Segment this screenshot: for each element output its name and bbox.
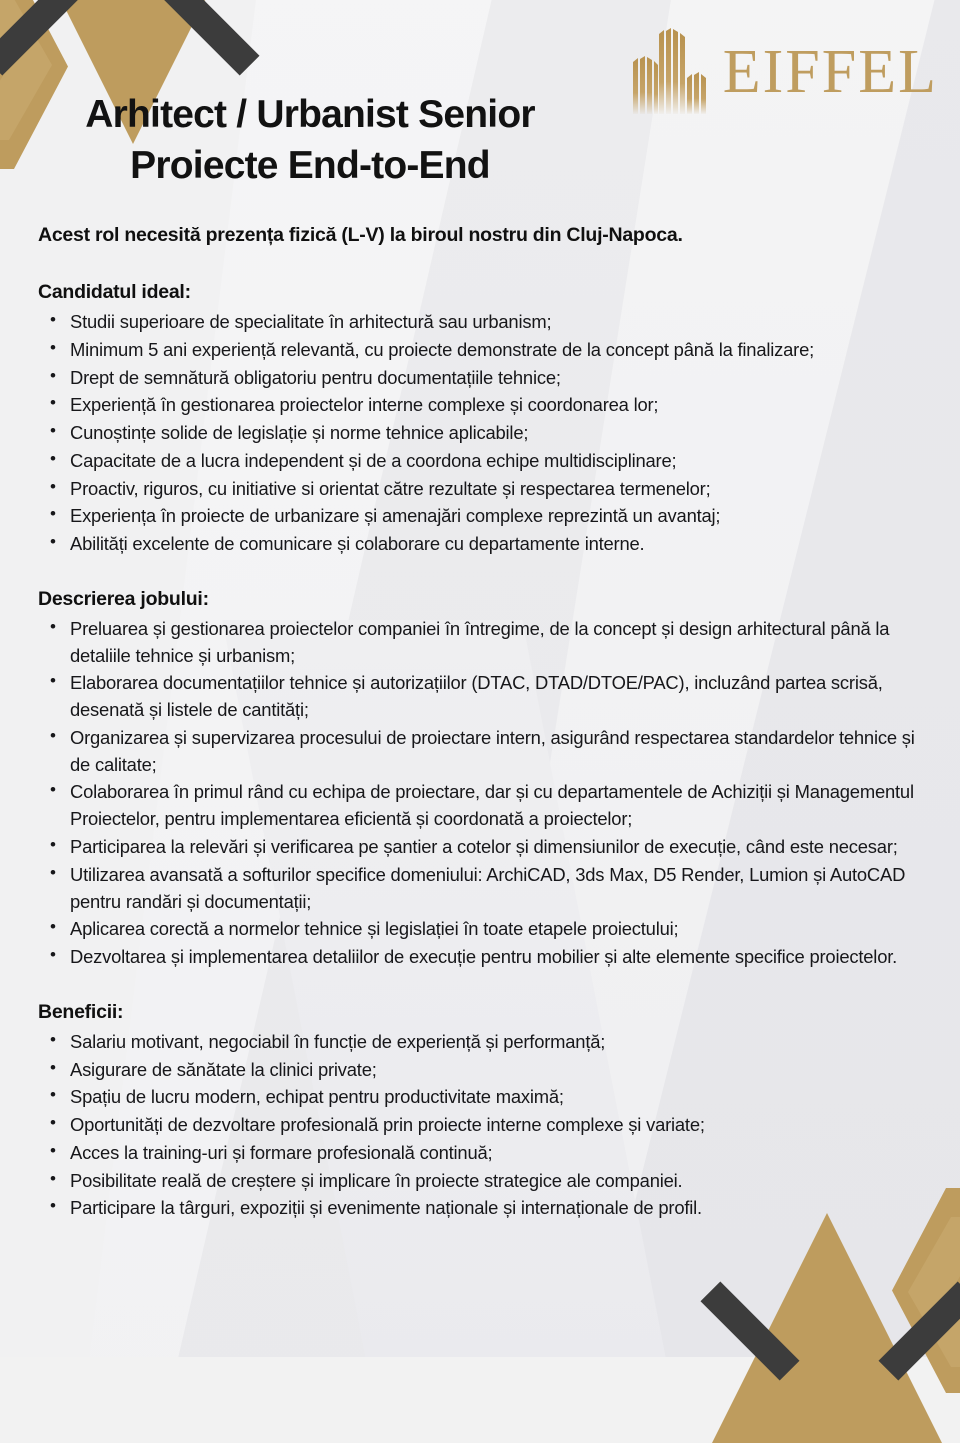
list-item: • Dezvoltarea și implementarea detaliilor de execuție pentru mobilier și alte elemente specifice proiectelor. (38, 944, 928, 971)
list-item: • Aplicarea corectă a normelor tehnice și legislației în toate etapele proiectului; (38, 916, 928, 943)
brand-logo (631, 26, 938, 118)
job-section (38, 281, 928, 558)
section-list (38, 309, 928, 558)
list-item: • Asigurare de sănătate la clinici private; (38, 1057, 928, 1084)
list-item: • Studii superioare de specialitate în arhitectură sau urbanism; (38, 309, 928, 336)
list-item: • Cunoștințe solide de legislație și norme tehnice aplicabile; (38, 420, 928, 447)
list-item: • Participare la târguri, expoziții și evenimente naționale și internaționale de profil. (38, 1195, 928, 1222)
section-list (38, 616, 928, 971)
section-heading: Beneficii: (38, 1000, 124, 1023)
list-item: • Organizarea și supervizarea procesului de proiectare intern, asigurând respectarea standardelor tehnice și de calitate; (38, 725, 928, 779)
brand-name: EIFFEL (722, 38, 938, 106)
list-item: • Spațiu de lucru modern, echipat pentru productivitate maximă; (38, 1084, 928, 1111)
list-item: • Preluarea și gestionarea proiectelor companiei în întregime, de la concept și design arhitectural până la detaliile tehnice și urbanism; (38, 616, 928, 670)
list-item: • Abilități excelente de comunicare și colaborare cu departamente interne. (38, 531, 928, 558)
sections-container (38, 281, 928, 1222)
list-item: • Colaborarea în primul rând cu echipa de proiectare, dar și cu departamentele de Achiziții și Managementul Proiectelor, pentru implementarea eficientă și coordonată a proiectelor; (38, 779, 928, 833)
list-item: • Minimum 5 ani experiență relevantă, cu proiecte demonstrate de la concept până la finalizare; (38, 337, 928, 364)
list-item: • Posibilitate reală de creștere și implicare în proiecte strategice ale companiei. (38, 1168, 928, 1195)
list-item: • Participarea la relevări și verificarea pe șantier a cotelor și dimensiunilor de execuție, când este necesar; (38, 834, 928, 861)
list-item: • Oportunități de dezvoltare profesională prin proiecte interne complexe și variate; (38, 1112, 928, 1139)
list-item: • Salariu motivant, negociabil în funcție de experiență și performanță; (38, 1029, 928, 1056)
title-line-2: Proiecte End-to-End (130, 143, 490, 187)
list-item: • Experiență în gestionarea proiectelor interne complexe și coordonarea lor; (38, 392, 928, 419)
building-icon (631, 26, 709, 118)
section-list (38, 1029, 928, 1222)
list-item: • Experiența în proiecte de urbanizare și amenajări complexe reprezintă un avantaj; (38, 503, 928, 530)
job-body (38, 224, 928, 1223)
list-item: • Proactiv, riguros, cu initiative si orientat către rezultate și respectarea termenelor; (38, 476, 928, 503)
page-title (0, 90, 620, 191)
section-heading: Descrierea jobului: (38, 587, 209, 610)
list-item: • Capacitate de a lucra independent și de a coordona echipe multidisciplinare; (38, 448, 928, 475)
list-item: • Utilizarea avansată a softurilor specifice domeniului: ArchiCAD, 3ds Max, D5 Render, Lumion și AutoCAD pentru randări și documentații; (38, 862, 928, 916)
location-requirement: Acest rol necesită prezența fizică (L-V) la biroul nostru din Cluj-Napoca. (38, 224, 683, 246)
list-item: • Drept de semnătură obligatoriu pentru documentațiile tehnice; (38, 365, 928, 392)
list-item: • Acces la training-uri și formare profesională continuă; (38, 1140, 928, 1167)
title-line-1: Arhitect / Urbanist Senior (85, 93, 535, 136)
section-heading: Candidatul ideal: (38, 281, 191, 303)
job-section (38, 588, 928, 971)
list-item: • Elaborarea documentațiilor tehnice și autorizațiilor (DTAC, DTAD/DTOE/PAC), incluzând partea scrisă, desenată și listele de cantități; (38, 670, 928, 724)
job-section (38, 1001, 928, 1222)
